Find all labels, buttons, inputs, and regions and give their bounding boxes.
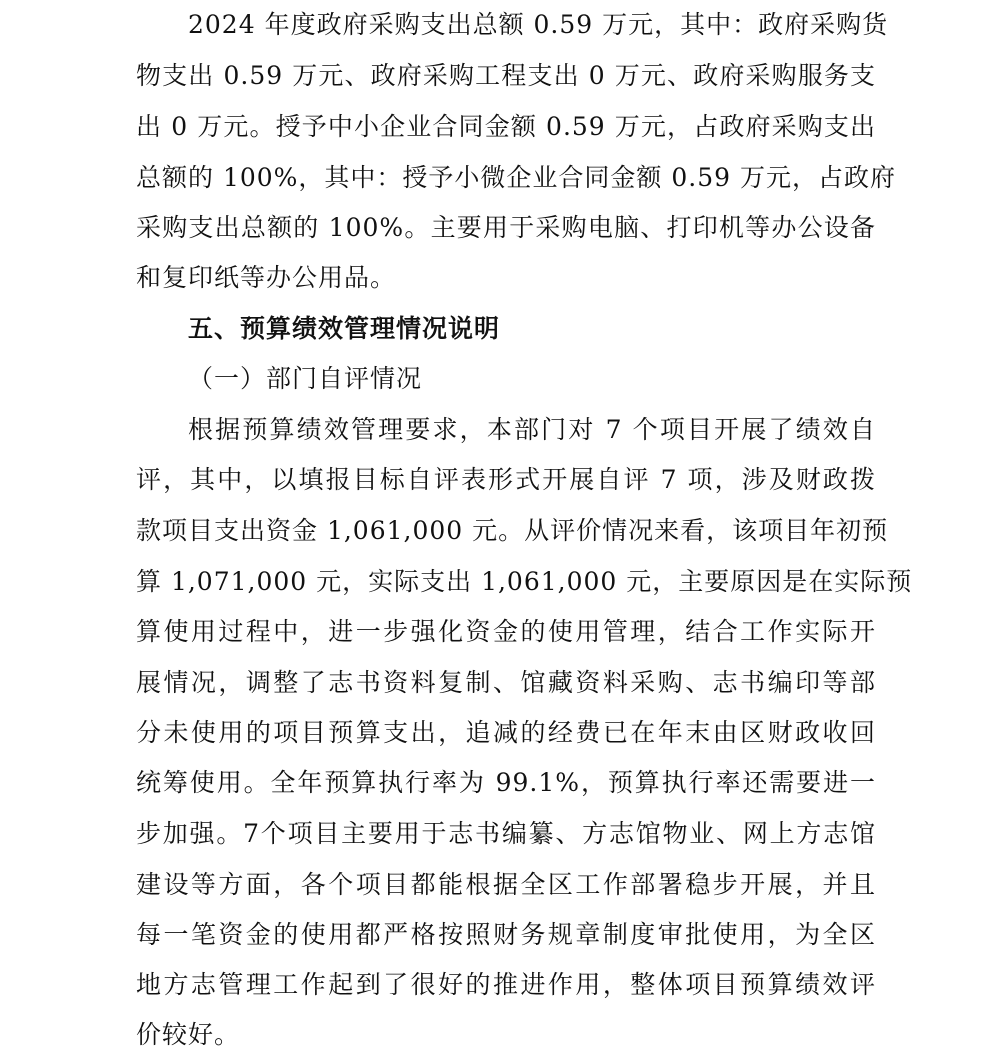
paragraph-line: 和复印纸等办公用品。 bbox=[136, 263, 397, 292]
paragraph-line: 根据预算绩效管理要求，本部门对 7 个项目开展了绩效自 bbox=[188, 415, 876, 444]
paragraph-line: 展情况，调整了志书资料复制、馆藏资料采购、志书编印等部 bbox=[136, 668, 876, 697]
section-heading: 五、预算绩效管理情况说明 bbox=[188, 314, 501, 343]
paragraph-line: 出 0 万元。授予中小企业合同金额 0.59 万元，占政府采购支出 bbox=[136, 112, 876, 141]
paragraph-line: 地方志管理工作起到了很好的推进作用，整体项目预算绩效评 bbox=[136, 970, 876, 999]
paragraph-line: 建设等方面，各个项目都能根据全区工作部署稳步开展，并且 bbox=[136, 870, 876, 899]
paragraph-line: 步加强。7个项目主要用于志书编纂、方志馆物业、网上方志馆 bbox=[136, 819, 876, 848]
paragraph-line: 2024 年度政府采购支出总额 0.59 万元，其中：政府采购货 bbox=[188, 10, 889, 39]
paragraph-line: 评，其中，以填报目标自评表形式开展自评 7 项，涉及财政拨 bbox=[136, 465, 876, 494]
paragraph-line: 物支出 0.59 万元、政府采购工程支出 0 万元、政府采购服务支 bbox=[136, 61, 876, 90]
paragraph-line: 每一笔资金的使用都严格按照财务规章制度审批使用，为全区 bbox=[136, 920, 876, 949]
paragraph-line: 统筹使用。全年预算执行率为 99.1%，预算执行率还需要进一 bbox=[136, 768, 876, 797]
paragraph-line: 采购支出总额的 100%。主要用于采购电脑、打印机等办公设备 bbox=[136, 213, 876, 242]
paragraph-line: 算 1,071,000 元，实际支出 1,061,000 元，主要原因是在实际预 bbox=[136, 567, 913, 596]
paragraph-line: 款项目支出资金 1,061,000 元。从评价情况来看，该项目年初预 bbox=[136, 516, 889, 545]
section-subheading: （一）部门自评情况 bbox=[188, 364, 423, 393]
paragraph-line: 总额的 100%，其中：授予小微企业合同金额 0.59 万元，占政府 bbox=[136, 163, 896, 192]
paragraph-line: 分未使用的项目预算支出，追减的经费已在年末由区财政收回 bbox=[136, 718, 876, 747]
paragraph-line: 算使用过程中，进一步强化资金的使用管理，结合工作实际开 bbox=[136, 617, 876, 646]
paragraph-line: 价较好。 bbox=[136, 1020, 241, 1049]
